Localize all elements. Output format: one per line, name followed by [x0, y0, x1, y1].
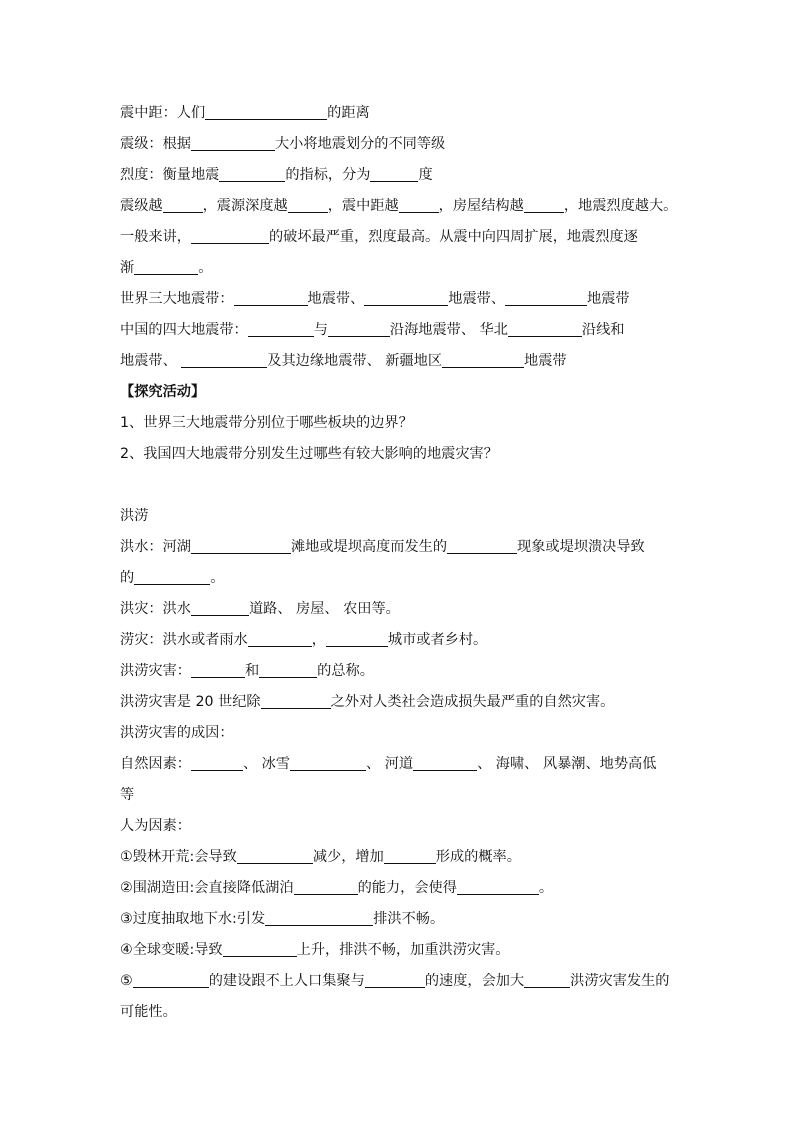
fill-blank[interactable] — [134, 259, 198, 275]
fill-blank[interactable] — [248, 631, 312, 647]
fill-blank[interactable] — [223, 941, 297, 957]
fill-blank[interactable] — [399, 197, 439, 213]
fill-blank[interactable] — [234, 290, 308, 306]
fill-blank[interactable] — [364, 290, 448, 306]
fill-blank[interactable] — [326, 631, 388, 647]
text: ，震源深度越 — [202, 198, 288, 214]
china-seismic-belts-line-2 — [120, 346, 682, 377]
flood-disaster-line — [120, 594, 682, 625]
text: 地震带、 — [307, 291, 365, 307]
text: 洪水：河湖 — [120, 539, 191, 555]
urbanization-line — [120, 966, 682, 997]
text: ①毁林开荒:会导致 — [120, 849, 237, 865]
text: 的破坏最严重，烈度最高。从震中向四周扩展，地震烈度逐 — [268, 229, 638, 245]
fill-blank[interactable] — [365, 972, 425, 988]
text: 一般来讲， — [120, 229, 191, 245]
flood-definition-line-2 — [120, 563, 682, 594]
text: 中国的四大地震带： — [120, 322, 248, 338]
flood-causes-heading: 洪涝灾害的成因： — [120, 725, 234, 741]
fill-blank[interactable] — [370, 166, 418, 182]
fill-blank[interactable] — [442, 352, 524, 368]
text: 的总称。 — [317, 663, 374, 679]
human-factors-heading: 人为因素： — [120, 818, 191, 834]
text: 地震带 — [587, 291, 630, 307]
text: 的能力，会使得 — [357, 880, 457, 896]
fill-blank[interactable] — [219, 166, 285, 182]
text: 的指标，分为 — [285, 167, 371, 183]
text: 道路、 房屋、 农田等。 — [248, 601, 400, 617]
natural-factors-line-2: 等 — [120, 787, 135, 803]
text: 洪涝灾害： — [120, 663, 191, 679]
text: 及其边缘地震带、 新疆地区 — [267, 353, 443, 369]
text: 洪涝灾害发生的 — [570, 973, 670, 989]
text: 自然因素： — [120, 756, 191, 772]
fill-blank[interactable] — [524, 197, 564, 213]
text: 排洪不畅。 — [373, 911, 445, 927]
lake-reclamation-line — [120, 873, 682, 904]
flood-severity-line — [120, 687, 682, 718]
text: ，震中距越 — [327, 198, 399, 214]
fill-blank[interactable] — [248, 321, 314, 337]
fill-blank[interactable] — [261, 693, 331, 709]
activity-heading: 【探究活动】 — [120, 384, 206, 400]
text: 大小将地震划分的不同等级 — [274, 136, 446, 152]
fill-blank[interactable] — [384, 848, 436, 864]
text: 烈度：衡量地震 — [120, 167, 220, 183]
text: 震中距：人们 — [120, 105, 206, 121]
text: 的速度，会加大 — [424, 973, 525, 989]
text: 洪灾：洪水 — [120, 601, 191, 617]
text: 。 — [198, 260, 213, 276]
worksheet-content — [120, 98, 682, 1028]
fill-blank[interactable] — [237, 848, 313, 864]
text: ， — [311, 632, 326, 648]
fill-blank[interactable] — [191, 600, 249, 616]
global-warming-line — [120, 935, 682, 966]
text: 世界三大地震带： — [120, 291, 234, 307]
magnitude-line — [120, 129, 682, 160]
text: 、 河道 — [366, 756, 414, 772]
text: 的 — [120, 570, 135, 586]
fill-blank[interactable] — [328, 321, 390, 337]
text: 地震带 — [524, 353, 567, 369]
text: 震级越 — [120, 198, 163, 214]
fill-blank[interactable] — [508, 321, 582, 337]
epicenter-damage-line — [120, 222, 682, 253]
fill-blank[interactable] — [191, 538, 291, 554]
text: ，房屋结构越 — [438, 198, 524, 214]
world-seismic-belts-line — [120, 284, 682, 315]
text: 沿线和 — [581, 322, 625, 338]
fill-blank[interactable] — [191, 662, 245, 678]
fill-blank[interactable] — [181, 352, 267, 368]
fill-blank[interactable] — [457, 879, 539, 895]
text: ③过度抽取地下水:引发 — [120, 911, 266, 927]
text: 震级：根据 — [120, 136, 191, 152]
text: 渐 — [120, 260, 135, 276]
fill-blank[interactable] — [205, 104, 327, 120]
deforestation-line — [120, 842, 682, 873]
text: 形成的概率。 — [435, 849, 521, 865]
text: 的建设跟不上人口集聚与 — [208, 973, 365, 989]
text: 沿海地震带、 华北 — [389, 322, 508, 338]
text: 洪涝灾害是 20 世纪除 — [120, 694, 261, 710]
text: ④全球变暖:导致 — [120, 942, 223, 958]
intensity-factors-line — [120, 191, 682, 222]
natural-factors-line — [120, 749, 682, 780]
fill-blank[interactable] — [288, 197, 328, 213]
epicentral-distance-line — [120, 98, 682, 129]
fill-blank[interactable] — [259, 662, 317, 678]
text: ⑤ — [120, 973, 133, 989]
text: ，地震烈度越大。 — [563, 198, 678, 214]
text: 城市或者乡村。 — [387, 632, 488, 648]
text: 减少，增加 — [312, 849, 384, 865]
fill-blank[interactable] — [290, 755, 366, 771]
text: 、 海啸、 风暴潮、地势高低 — [477, 756, 657, 772]
flood-definition-line — [120, 532, 682, 563]
text: 地震带、 — [448, 291, 506, 307]
text: 涝灾：洪水或者雨水 — [120, 632, 248, 648]
fill-blank[interactable] — [413, 755, 477, 771]
text: 之外对人类社会造成损失最严重的自然灾害。 — [330, 694, 615, 710]
text: 度 — [418, 167, 433, 183]
text: 的距离 — [327, 105, 370, 121]
gradual-line — [120, 253, 682, 284]
fill-blank[interactable] — [191, 228, 269, 244]
groundwater-line — [120, 904, 682, 935]
fill-blank[interactable] — [447, 538, 517, 554]
text: 与 — [313, 322, 328, 338]
flood-heading: 洪涝 — [120, 508, 149, 524]
text: 。 — [210, 570, 225, 586]
fill-blank[interactable] — [163, 197, 203, 213]
spacer — [120, 470, 682, 501]
text: 现象或堤坝溃决导致 — [517, 539, 645, 555]
flood-waterlogging-total-line — [120, 656, 682, 687]
intensity-line — [120, 160, 682, 191]
waterlogging-line — [120, 625, 682, 656]
china-seismic-belts-line — [120, 315, 682, 346]
urbanization-line-2: 可能性。 — [120, 1004, 177, 1020]
text: ②围湖造田:会直接降低湖泊 — [120, 880, 294, 896]
activity-question-2: 2、我国四大地震带分别发生过哪些有较大影响的地震灾害？ — [120, 446, 498, 462]
text: 上升，排洪不畅，加重洪涝灾害。 — [296, 942, 510, 958]
activity-question-1: 1、世界三大地震带分别位于哪些板块的边界？ — [120, 415, 413, 431]
fill-blank[interactable] — [265, 910, 373, 926]
fill-blank[interactable] — [191, 135, 275, 151]
text: 滩地或堤坝高度而发生的 — [290, 539, 448, 555]
text: 。 — [538, 880, 554, 896]
fill-blank[interactable] — [134, 569, 210, 585]
fill-blank[interactable] — [505, 290, 587, 306]
fill-blank[interactable] — [133, 972, 209, 988]
fill-blank[interactable] — [524, 972, 570, 988]
text: 地震带、 — [120, 353, 182, 369]
fill-blank[interactable] — [294, 879, 358, 895]
fill-blank[interactable] — [191, 755, 243, 771]
text: 和 — [244, 663, 260, 679]
text: 、 冰雪 — [242, 756, 291, 772]
